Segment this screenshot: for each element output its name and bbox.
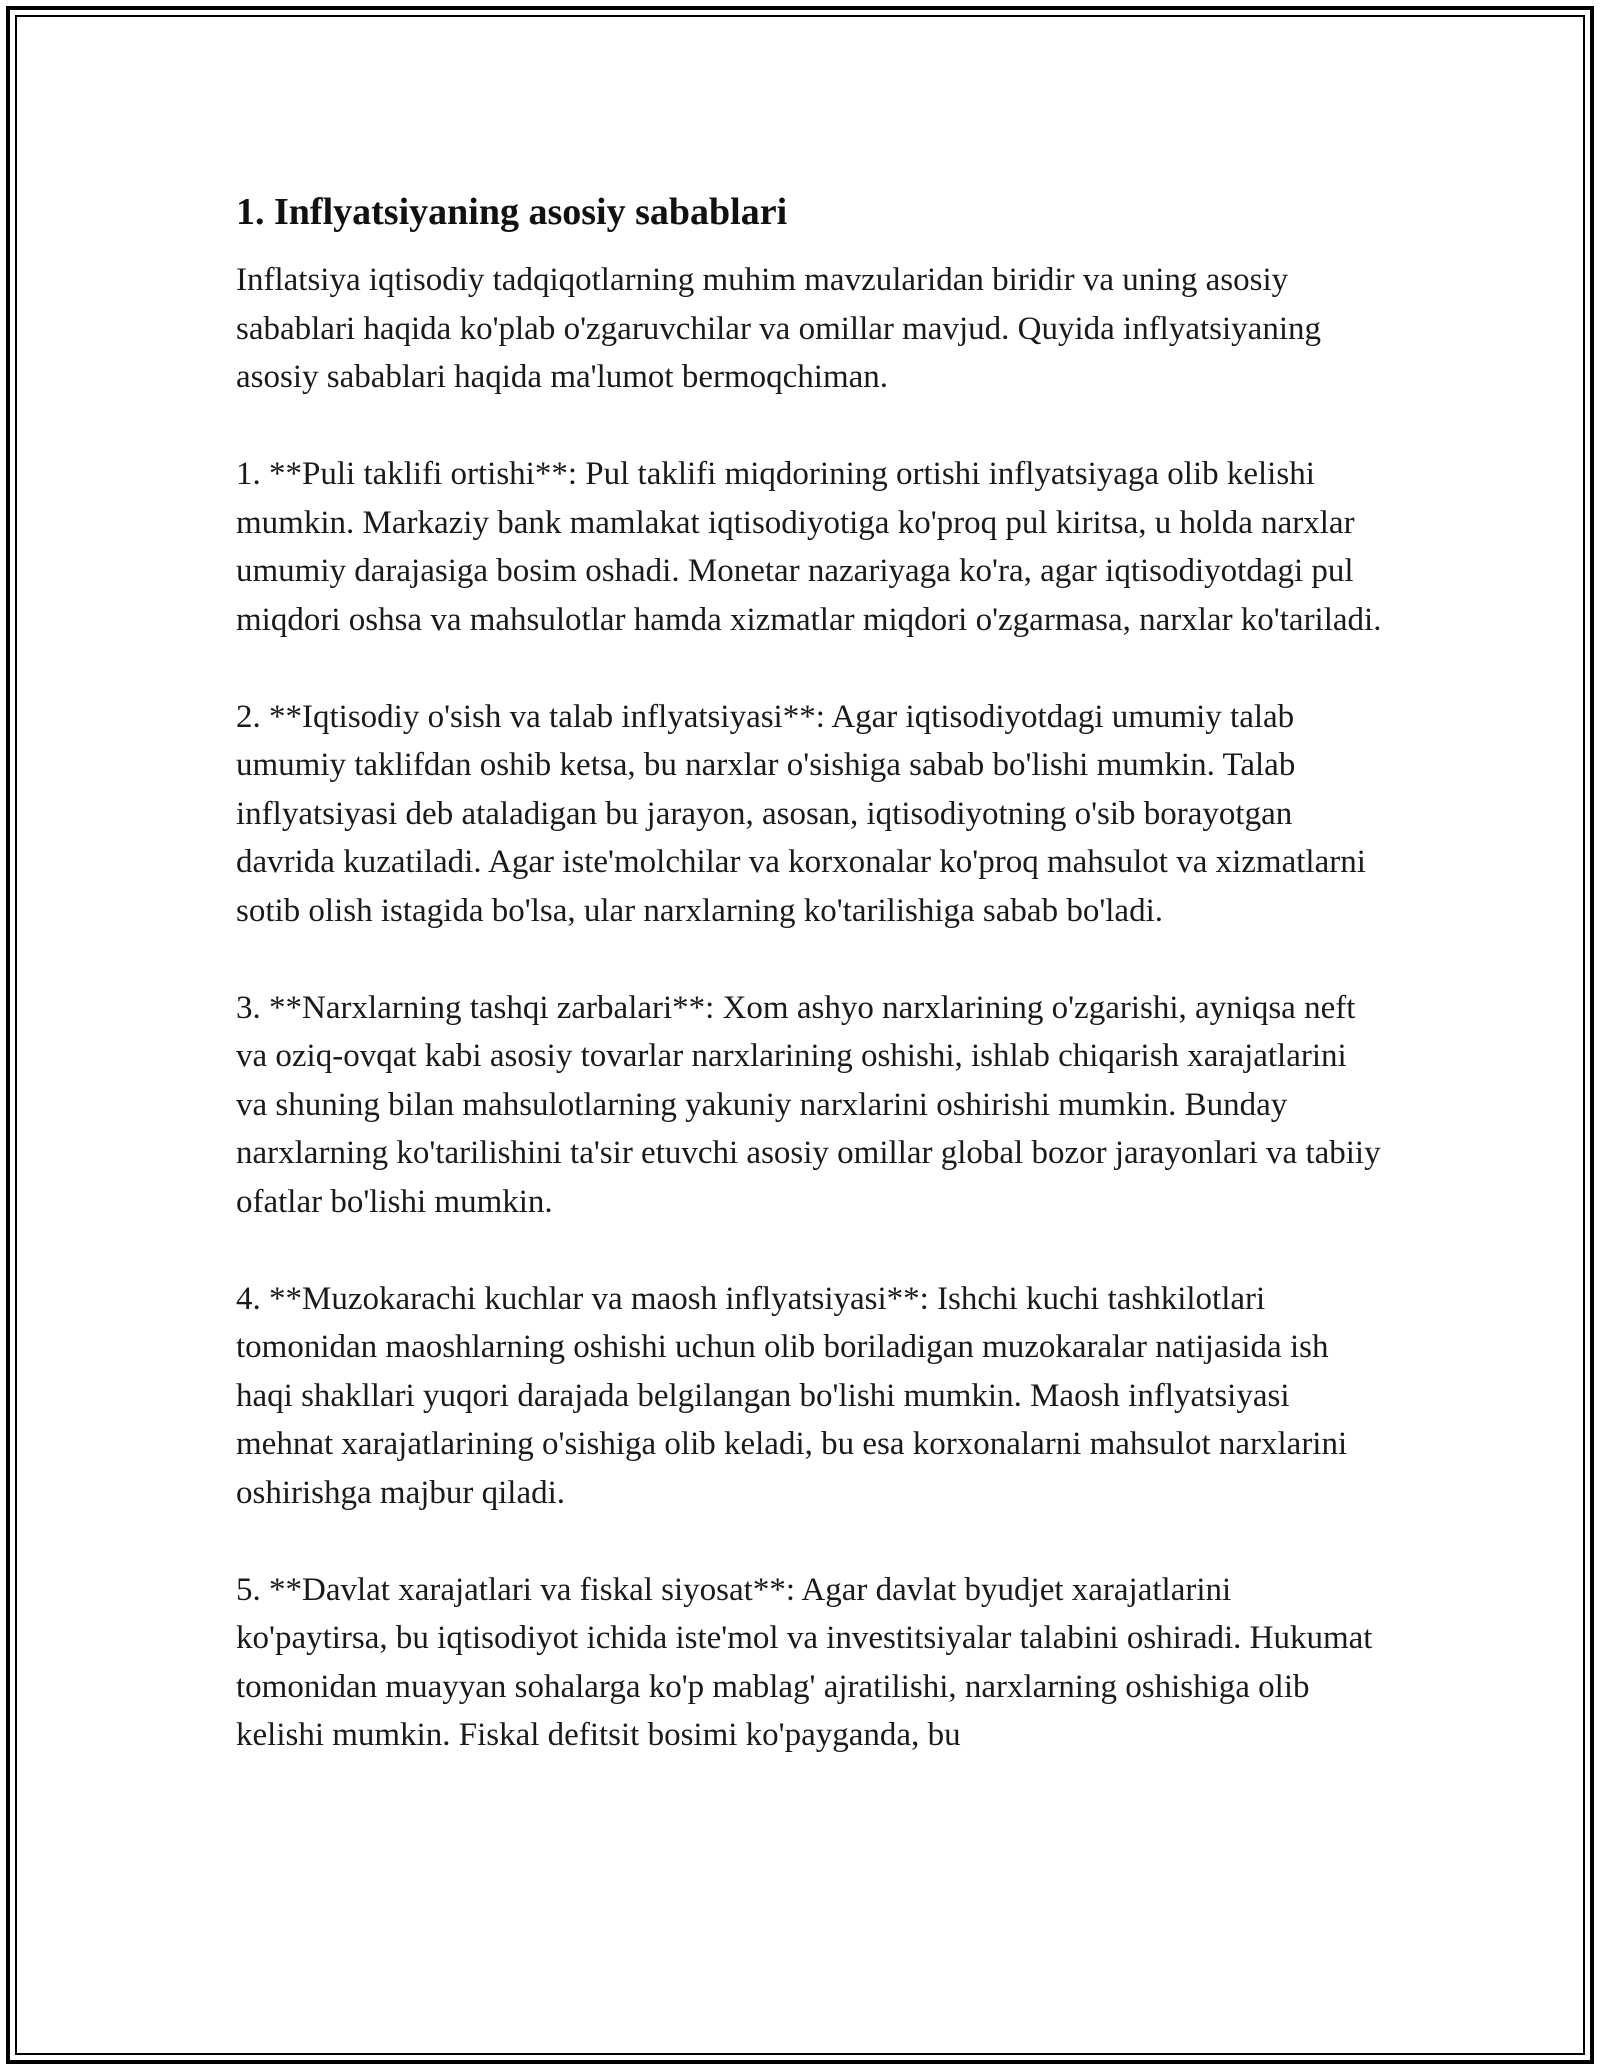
- list-item-money-supply: 1. **Puli taklifi ortishi**: Pul taklifi miqdorining ortishi inflyatsiyaga olib kelishi mumkin. Markaziy bank mamlakat iqtisodiyotiga ko'proq pul kiritsa, u holda narxlar umumiy darajasiga bosim oshadi. Monetar nazariyaga ko'ra, agar iqtisodiyotdagi pul miqdori oshsa va mahsulotlar hamda xizmatlar miqdori o'zgarmasa, narxlar ko'tariladi.: [236, 456, 1382, 638]
- list-item-demand-inflation: 2. **Iqtisodiy o'sish va talab inflyatsiyasi**: Agar iqtisodiyotdagi umumiy talab umumiy taklifdan oshib ketsa, bu narxlar o'sishiga sabab bo'lishi mumkin. Talab inflyatsiyasi deb ataladigan bu jarayon, asosan, iqtisodiyotning o'sib borayotgan davrida kuzatiladi. Agar iste'molchilar va korxonalar ko'proq mahsulot va xizmatlarni sotib olish istagida bo'lsa, ular narxlarning ko'tarilishiga sabab bo'ladi.: [236, 698, 1366, 929]
- list-item-wage-inflation: 4. **Muzokarachi kuchlar va maosh inflyatsiyasi**: Ishchi kuchi tashkilotlari tomonidan maoshlarning oshishi uchun olib boriladigan muzokaralar natijasida ish haqi shakllari yuqori darajada belgilangan bo'lishi mumkin. Maosh inflyatsiyasi mehnat xarajatlarining o'sishiga olib keladi, bu esa korxonalarni mahsulot narxlarini oshirishga majbur qiladi.: [236, 1280, 1348, 1511]
- document-body: [236, 186, 1386, 1760]
- list-item-fiscal-policy: 5. **Davlat xarajatlari va fiskal siyosat**: Agar davlat byudjet xarajatlarini ko'paytirsa, bu iqtisodiyot ichida iste'mol va investitsiyalar talabini oshiradi. Hukumat tomonidan muayyan sohalarga ko'p mablag' ajratilishi, narxlarning oshishiga olib kelishi mumkin. Fiskal defitsit bosimi ko'payganda, bu: [236, 1571, 1373, 1753]
- section-heading: 1. Inflyatsiyaning asosiy sabablari: [236, 191, 788, 233]
- list-item-external-price-shocks: 3. **Narxlarning tashqi zarbalari**: Xom ashyo narxlarining o'zgarishi, ayniqsa neft va oziq-ovqat kabi asosiy tovarlar narxlarining oshishi, ishlab chiqarish xarajatlarini va shuning bilan mahsulotlarning yakuniy narxlarini oshirishi mumkin. Bunday narxlarning ko'tarilishini ta'sir etuvchi asosiy omillar global bozor jarayonlari va tabiiy ofatlar bo'lishi mumkin.: [236, 989, 1381, 1220]
- intro-paragraph: Inflatsiya iqtisodiy tadqiqotlarning muhim mavzularidan biridir va uning asosiy sabablari haqida ko'plab o'zgaruvchilar va omillar mavjud. Quyida inflyatsiyaning asosiy sabablari haqida ma'lumot bermoqchiman.: [236, 262, 1321, 395]
